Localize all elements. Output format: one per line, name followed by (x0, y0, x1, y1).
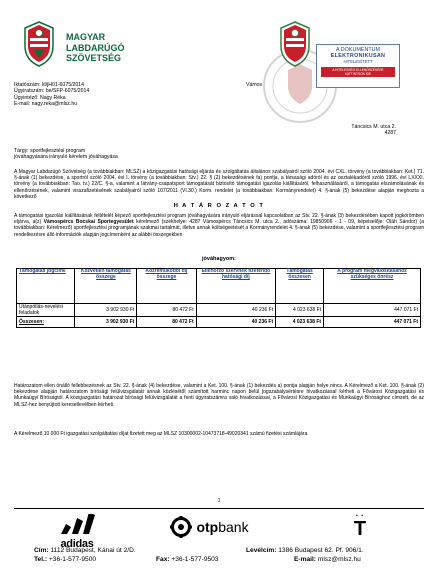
email-value: mlsz@mlsz.hu (317, 556, 361, 563)
ugyiratszam: Ügyiratszám: be/SFP-6075/2014 (14, 88, 90, 95)
otp-wordmark: otp (196, 519, 219, 535)
table-cell: 4 023 638 Ft (276, 304, 324, 317)
email-label: E-mail: (294, 556, 316, 563)
badge-title-line-1: A DOKUMENTUM (335, 47, 381, 53)
otp-bank-wordmark: bank (218, 519, 249, 535)
otp-gear-icon (170, 516, 192, 538)
badge-title-line-3: HITELESÍTETT (343, 59, 373, 64)
table-cell: 3 902 930 Ft (75, 304, 137, 317)
table-cell: 3 902 930 Ft (75, 317, 137, 328)
contact-email: E-mail: nagy.reka@mlsz.hu (14, 101, 78, 108)
table-header-cell: Közreműködői díj összege (137, 269, 196, 304)
fax-label: Fax: (156, 556, 170, 563)
levelcim-value: 1386 Budapest 62. Pf. 906/1. (278, 547, 364, 554)
table-header-cell: Ellenőrző szervnek fizetendő hatósági díj (196, 269, 276, 304)
table-header-cell: Támogatás jogcíme (17, 269, 75, 304)
table-header-cell: Támogatás összesen (276, 269, 324, 304)
page-number: 1 (217, 498, 221, 504)
recipient-address-line-2: 4287 (384, 130, 396, 137)
decision-text-before: A támogatási igazolás kiállításának feltételét képező sportfejlesztési program jóváhagyására irányuló eljárással kapcsolatban az Stv. 22. §-ának (3) bekezdésében kapott jogkörömben eljárva, a(z) (14, 213, 424, 226)
table-cell: 80 472 Ft (137, 317, 196, 328)
table-cell: 40 236 Ft (196, 304, 276, 317)
section-title: H A T Á R O Z A T O T (173, 203, 265, 209)
intro-paragraph: A Magyar Labdarúgó Szövetség (a továbbiakban: MLSZ) a közigazgatási hatósági eljárás és szolgáltatás általános szabályairól szóló 2004. évi CXL. törvény (a továbbiakban: Ket.) 71. §-ának (1) bekezdése, a sportról szóló 2004. évi I. törvény (a továbbiakban: Stv.) 22. § (2) bekezdésének fa) pontja, a társasági adóról és az osztalékadóról szóló 1996. évi LXXXI. törvény (a továbbiakban: Tao. tv.) 22/C. §-a, valamint a látvány-csapatsport támogatását biztosító támogatási igazolás kiállításáról, felhasználásáról, a támogatás elszámolásának és ellenőrzésének, valamint visszafizetésének szabályairól szóló 107/2011 (VI.30.) Korm. rendelet (a továbbiakban: Kormányrendelet) 4. §-ának (5) bekezdése alapján meghozta a következő (14, 169, 424, 200)
ugyintezo: Ügyintéző: Nagy Réka (14, 94, 66, 101)
table-total-row (17, 317, 421, 328)
recipient-address-line-1: Táncsics M. utca 2. (351, 124, 396, 130)
support-table (16, 268, 421, 328)
cim-value: 1112 Budapest, Kánai út 2/D. (50, 547, 136, 554)
subject (14, 148, 214, 161)
table-cell: Utánpótlás-nevelési feladatok (17, 304, 75, 317)
table-cell: Összesen: (17, 317, 75, 328)
federation-name (66, 32, 125, 64)
adidas-stripes-icon (57, 514, 97, 534)
authentication-crest-icon (278, 20, 312, 68)
cim-label: Cím: (34, 547, 49, 554)
applicant-name: Vámospércs Bocskai Sportegyesület (43, 219, 134, 226)
telekom-logo: ▪ ▪ T (348, 514, 372, 542)
federation-name-line-3: SZÖVETSÉG (66, 53, 122, 63)
adidas-wordmark: adidas (60, 538, 94, 550)
reference-block (14, 82, 214, 108)
fee-paragraph: A Kérelmező 10 000 Ft igazgatási szolgáltatási díjat fizetett meg az MLSZ 10300002-10473718-49020341 számú fizetési számlájára. (14, 431, 309, 437)
federation-crest-logo (22, 20, 56, 68)
subject-line-1: Tárgy: sportfejlesztési program (14, 148, 86, 154)
recipient-name: Vámos (246, 82, 263, 88)
approved-label: jóváhagyom: (202, 256, 236, 262)
appeal-paragraph: Határozatom ellen önálló fellebbezésnek az Stv. 22. §-ának (4) bekezdése, valamint a Ket. 100. §-ának (1) bekezdés a) pontja alapján helye nincs. A Kérelmező a Ket. 100. §-ának (2) bekezdése alapján határozatom bírósági felülvizsgálatát annak közlésétől számított harminc napon belül jogszabálysértésre hivatkozással kérheti a Fővárosi Közigazgatási és Munkaügyi Bíróságtól. A közigazgatási határozat bírósági felülvizsgálatát a fenti ügyiratszámra való hivatkozással, a Fővárosi Közigazgatási és Munkaügyi Bírósághoz címzett, de az MLSZ-hez benyújtott keresetlevélben kérheti. (14, 383, 424, 408)
recipient-address (334, 124, 396, 137)
table-cell: 40 236 Ft (196, 317, 276, 328)
table-row (17, 304, 421, 317)
badge-subtitle: A HITELESSÉG ELLENŐRZÉSÉRE KATTINTSON IDE (321, 67, 395, 77)
federation-name-line-1: MAGYAR (66, 32, 106, 42)
iktatoszam: Iktatószám: kl/jH01-6075/2014 (14, 82, 85, 88)
table-cell: 80 472 Ft (137, 304, 196, 317)
telekom-t: T (353, 518, 367, 540)
footer-contact (14, 546, 424, 564)
table-cell: 447 071 Ft (324, 317, 421, 328)
levelcim-label: Levélcím: (246, 547, 277, 554)
electronic-authentication-badge[interactable] (316, 44, 400, 88)
otp-bank-logo (170, 516, 270, 542)
adidas-logo (40, 514, 114, 548)
table-cell: 447 071 Ft (324, 304, 421, 317)
tel-value: +36-1-577-9500 (48, 556, 97, 563)
tel-label: Tel.: (34, 556, 48, 563)
table-header-cell: A program megvalósításához szükséges önrész (324, 269, 421, 304)
footer-divider (14, 508, 424, 509)
table-header-row (17, 269, 421, 304)
federation-name-line-2: LABDARÚGÓ (66, 42, 125, 53)
decision-paragraph (14, 213, 424, 238)
table-cell: 4 023 638 Ft (276, 317, 324, 328)
fax-value: +36-1-577-9503 (171, 556, 219, 563)
badge-title-line-2: ELEKTRONIKUSAN (330, 53, 386, 59)
subject-line-2: jóváhagyására irányuló kérelem jóváhagyása (14, 154, 118, 161)
table-header-cell: Közvetlen támogatás összege (75, 269, 137, 304)
decision-text-after: kérelmező (székhelye: 4287 Vámospércs Táncsics M. utca 2., adószáma: 19850906 - 1 - 09, képviselője: Oláh Sándor) (a továbbiakban: Kérelmező) sportfejlesztési programjának szakmai tartalmát, illetve annak költségvetését a Kormányrendelet 4. §-ának (5) bekezdése, valamint a sportfejlesztési program rendelkezésre álló információk alapján jogcímenként az alábbi összegekben (14, 219, 424, 238)
